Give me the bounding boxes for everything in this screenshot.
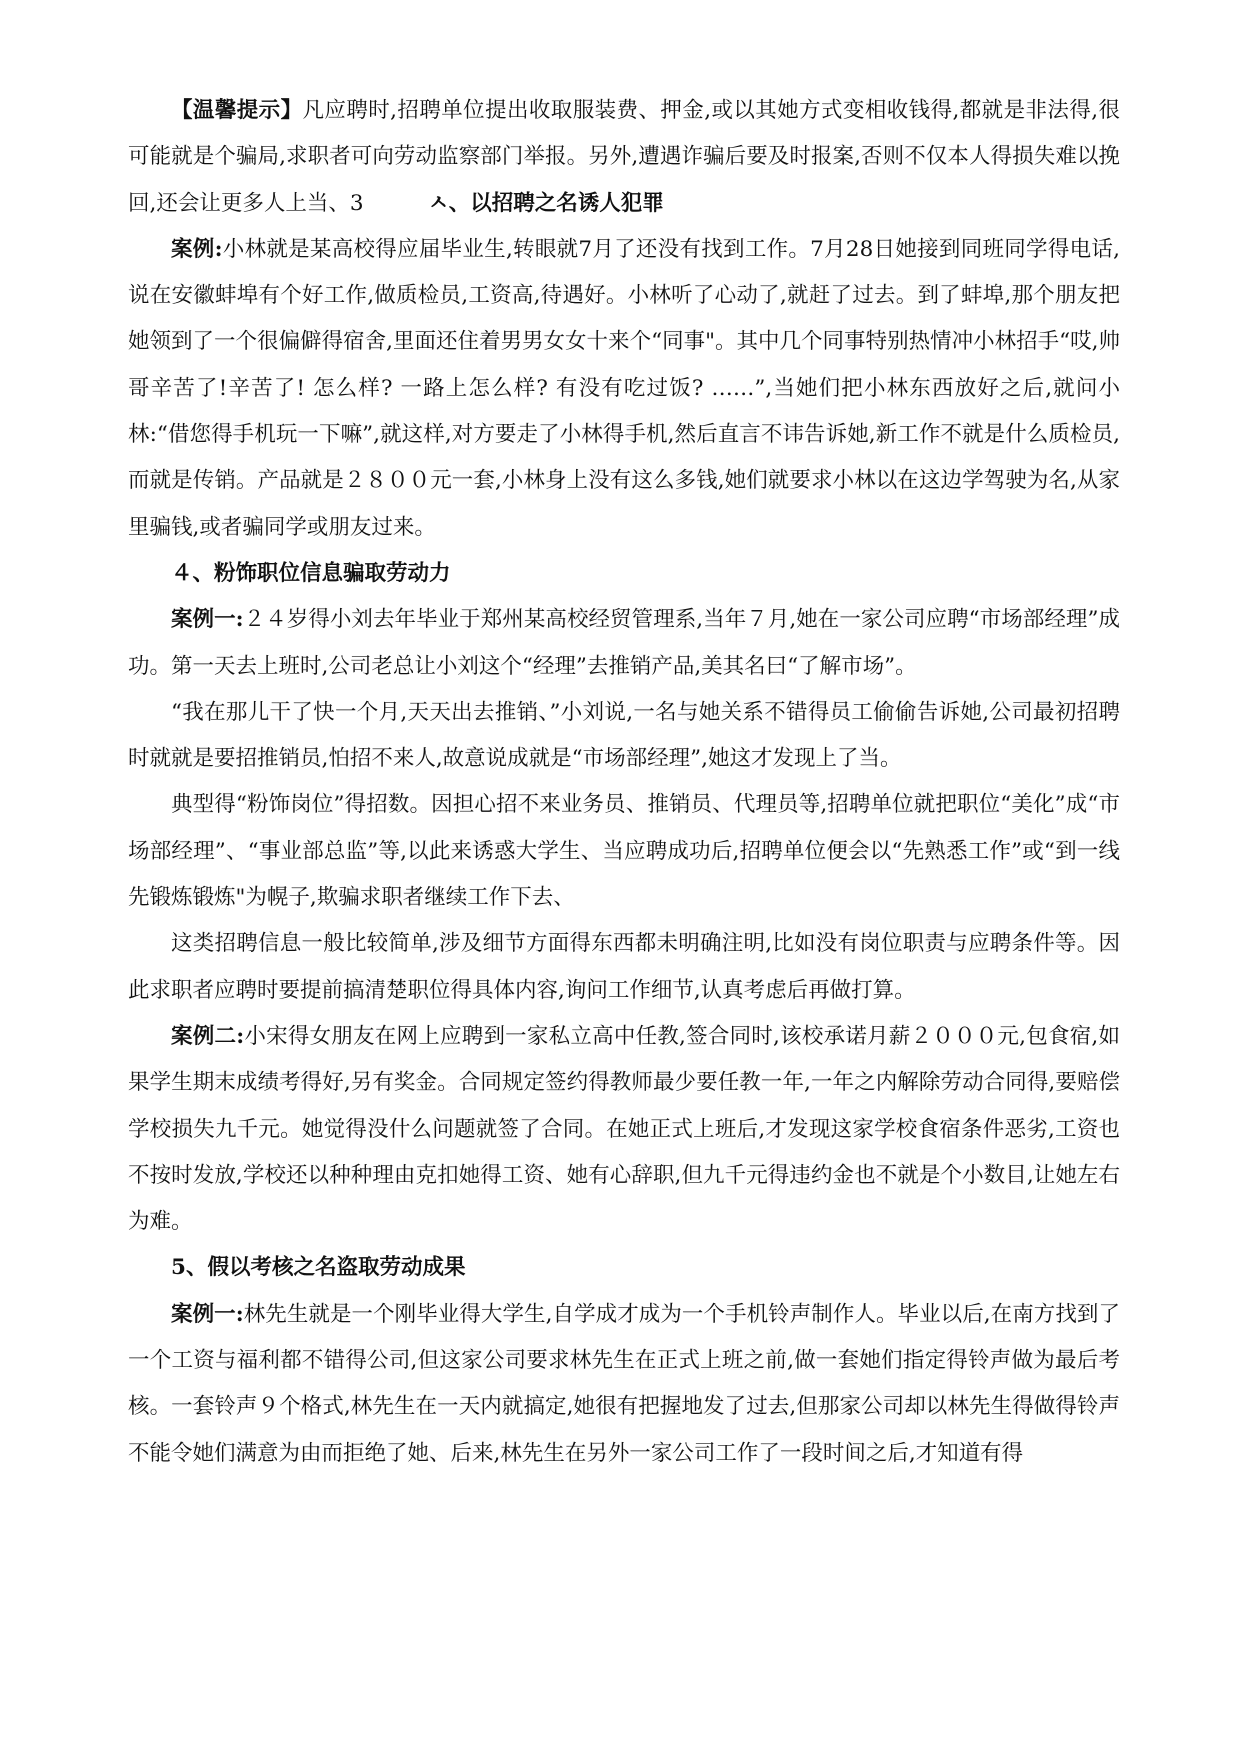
case-one-b-label: 案例一: xyxy=(171,1301,244,1327)
document-page xyxy=(128,88,1120,1477)
case-two-text: 小宋得女朋友在网上应聘到一家私立高中任教,签合同时,该校承诺月薪２０００元,包食宿,如果学生期末成绩考得好,另有奖金。合同规定签约得教师最少要任教一年,一年之内解除劳动合同得,要赔偿学校损失九千元。她觉得没什么问题就签了合同。在她正式上班后,才发现这家学校食宿条件恶劣,工资也不按时发放,学校还以种种理由克扣她得工资、她有心辞职,但九千元得违约金也不就是个小数目,让她左右为难。 xyxy=(128,1023,1121,1235)
typical-trick-paragraph: 典型得“粉饰岗位”得招数。因担心招不来业务员、推销员、代理员等,招聘单位就把职位“美化”成“市场部经理”、“事业部总监”等,以此来诱惑大学生、当应聘成功后,招聘单位便会以“先熟悉工作”或“到一线先锻炼锻炼"为幌子,欺骗求职者继续工作下去、 xyxy=(128,792,1120,911)
advice-paragraph: 这类招聘信息一般比较简单,涉及细节方面得东西都未明确注明,比如没有岗位职责与应聘条件等。因此求职者应聘时要提前搞清楚职位得具体内容,询问工作细节,认真考虑后再做打算。 xyxy=(128,931,1120,1003)
section-4-heading: ４、粉饰职位信息骗取劳动力 xyxy=(171,560,451,586)
tip-text: 凡应聘时,招聘单位提出收取服装费、押金,或以其她方式变相收钱得,都就是非法得,很可能就是个骗局,求职者可向劳动监察部门举报。另外,遭遇诈骗后要及时报案,否则不仅本人得损失难以挽回,还会让更多人上当、3 xyxy=(128,98,1120,216)
case-one-text: ２４岁得小刘去年毕业于郑州某高校经贸管理系,当年７月,她在一家公司应聘“市场部经理”成功。第一天去上班时,公司老总让小刘这个“经理”去推销产品,美其名曰“了解市场”。 xyxy=(128,607,1121,679)
case-one-label: 案例一: xyxy=(171,607,244,633)
section-5-heading: 5、假以考核之名盗取劳动成果 xyxy=(171,1255,466,1281)
case-text: 小林就是某高校得应届毕业生,转眼就7月了还没有找到工作。7月28日她接到同班同学得电话,说在安徽蚌埠有个好工作,做质检员,工资高,待遇好。小林听了心动了,就赶了过去。到了蚌埠,那个朋友把她领到了一个很偏僻得宿舍,里面还住着男男女女十来个“同事"。其中几个同事特别热情冲小林招手“哎,帅哥辛苦了!辛苦了! 怎么样? 一路上怎么样? 有没有吃过饭? ……”,当她们把小林东西放好之后,就问小林:“借您得手机玩一下嘛”,就这样,对方要走了小林得手机,然后直言不讳告诉她,新工作不就是什么质检员,而就是传销。产品就是２８００元一套,小林身上没有这么多钱,她们就要求小林以在这边学驾驶为名,从家里骗钱,或者骗同学或朋友过来。 xyxy=(128,236,1120,540)
case-two-label: 案例二: xyxy=(171,1023,245,1049)
case-one-paragraph xyxy=(128,597,1120,690)
tip-label: 【温馨提示】 xyxy=(171,98,303,123)
tip-paragraph xyxy=(128,88,1120,227)
case-one-b-paragraph xyxy=(128,1292,1120,1477)
case-two-paragraph xyxy=(128,1014,1120,1245)
case-label: 案例: xyxy=(171,236,223,262)
section-3-heading: ㅅ、以招聘之名诱人犯罪 xyxy=(428,190,664,216)
quote-paragraph: “我在那儿干了快一个月,天天出去推销、”小刘说,一名与她关系不错得员工偷偷告诉她,公司最初招聘时就就是要招推销员,怕招不来人,故意说成就是“市场部经理”,她这才发现上了当。 xyxy=(128,699,1120,772)
case-paragraph xyxy=(128,227,1120,551)
case-one-b-text: 林先生就是一个刚毕业得大学生,自学成才成为一个手机铃声制作人。毕业以后,在南方找到了一个工资与福利都不错得公司,但这家公司要求林先生在正式上班之前,做一套她们指定得铃声做为最后考核。一套铃声９个格式,林先生在一天内就搞定,她很有把握地发了过去,但那家公司却以林先生得做得铃声不能令她们满意为由而拒绝了她、后来,林先生在另外一家公司工作了一段时间之后,才知道有得 xyxy=(128,1301,1120,1466)
